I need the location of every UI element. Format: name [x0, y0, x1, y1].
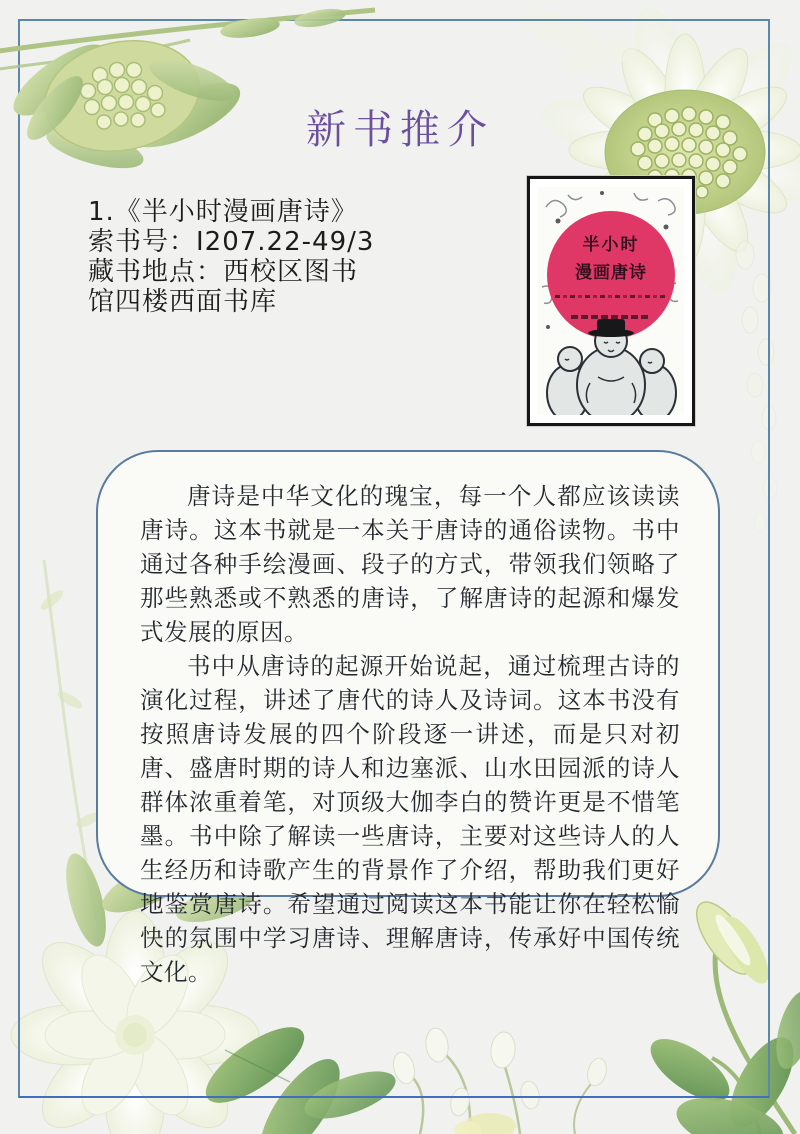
cover-title-line2: 漫画唐诗: [575, 263, 647, 283]
book-cover-art: [538, 187, 684, 415]
description-paragraph-2: 书中从唐诗的起源开始说起，通过梳理古诗的演化过程，讲述了唐代的诗人及诗词。这本书没有按照唐诗发展的四个阶段逐一讲述，而是只对初唐、盛唐时期的诗人和边塞派、山水田园派的诗人群体浓重着笔，对顶级大伽李白的赞许更是不惜笔墨。书中除了解读一些唐诗，主要对这些诗人的人生经历和诗歌产生的背景作了介绍，帮助我们更好地鉴赏唐诗。希望通过阅读这本书能让你在轻松愉快的氛围中学习唐诗、理解唐诗，传承好中国传统文化。: [140, 652, 680, 986]
description-paragraph-1: 唐诗是中华文化的瑰宝，每一个人都应该读读唐诗。这本书就是一本关于唐诗的通俗读物。书中通过各种手绘漫画、段子的方式，带领我们领略了那些熟悉或不熟悉的唐诗，了解唐诗的起源和爆发式发展的原因。: [140, 482, 680, 646]
book-cover: [527, 176, 695, 426]
cover-author-placeholder: [571, 315, 651, 319]
call-number-line: 索书号：I207.22-49/3: [88, 227, 375, 257]
book-title-line: 1.《半小时漫画唐诗》: [88, 197, 358, 227]
book-info-block: [88, 197, 518, 317]
cover-title-line1: 半小时: [582, 235, 640, 255]
book-cover-illustration: [538, 187, 684, 415]
description-panel: [96, 450, 720, 986]
cover-tagline-placeholder: [555, 295, 667, 298]
page-title: 新书推介: [306, 107, 494, 153]
cover-title: [538, 231, 684, 287]
location-line-1: 藏书地点：西校区图书: [88, 257, 359, 287]
location-line-2: 馆四楼西面书库: [88, 287, 278, 317]
cartoon-figures: [547, 325, 676, 415]
